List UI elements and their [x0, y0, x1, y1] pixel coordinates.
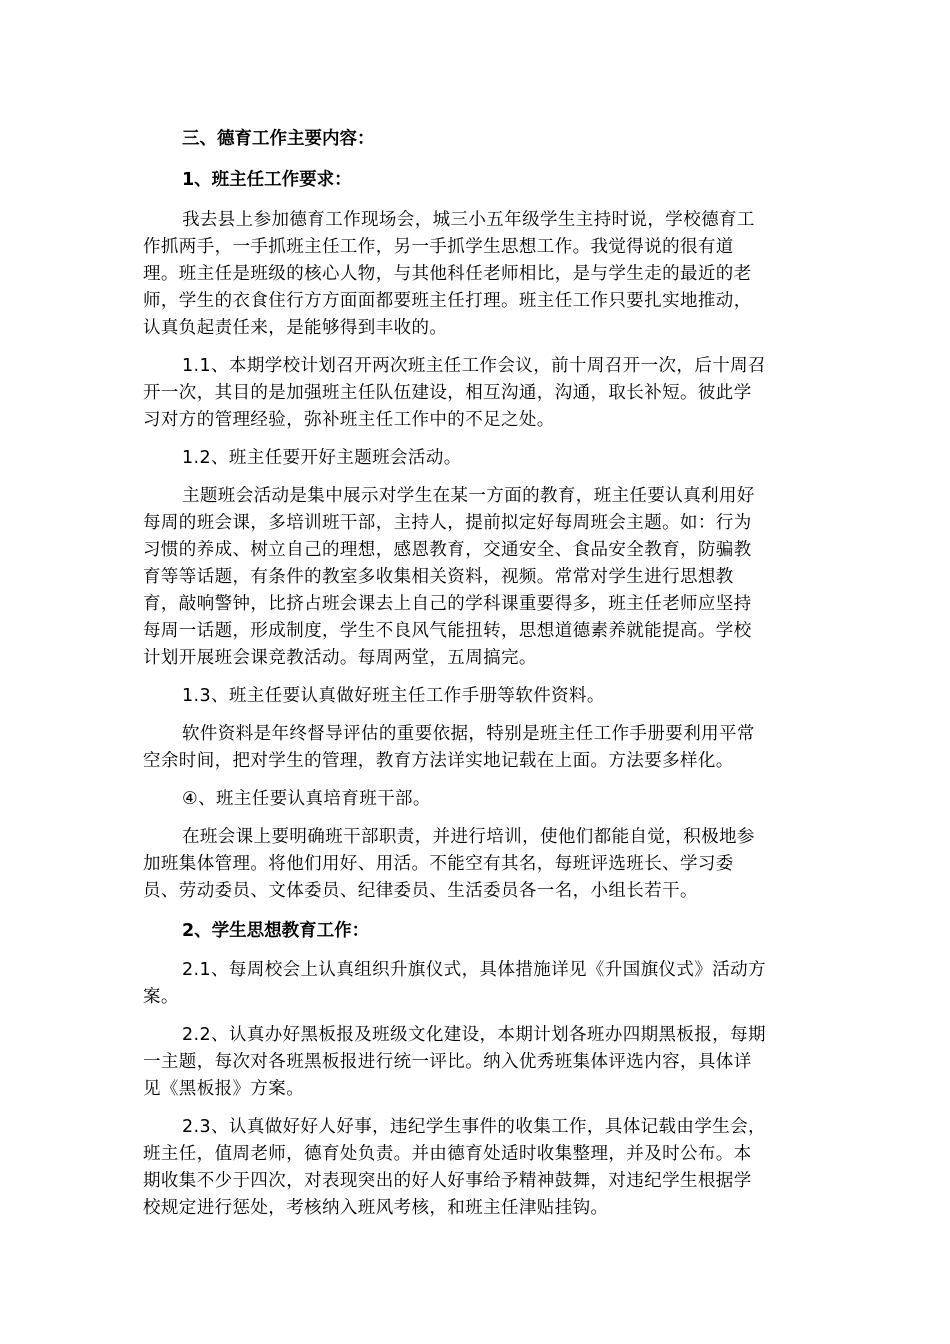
subsection-title-student-education: 2、学生思想教育工作：: [182, 921, 370, 941]
paragraph-software-materials: 软件资料是年终督导评估的重要依据，特别是班主任工作手册要利用平常 空余时间，把对学生的管理，教育方法详实地记载在上面。方法要多样化。: [143, 724, 755, 771]
paragraph-intro: 我去县上参加德育工作现场会，城三小五年级学生主持时说，学校德育工 作抓两手，一手抓班主任工作，另一手抓学生思想工作。我觉得说的很有道 理。班主任是班级的核心人物，与其他科任老师相比，是与学生走的最近的老 师，学生的衣食住行方方面面都要班主任打理。班主任工作只要扎实地推动， 认真负起责任来，是能够得到丰收的。: [143, 210, 755, 338]
section-title: 三、德育工作主要内容：: [182, 129, 375, 149]
subsection-title-class-teacher: 1、班主任工作要求：: [182, 170, 352, 190]
paragraph-2-1: 2.1、每周校会上认真组织升旗仪式，具体措施详见《升国旗仪式》活动方 案。: [143, 960, 766, 1007]
paragraph-theme-meeting: 主题班会活动是集中展示对学生在某一方面的教育，班主任要认真利用好 每周的班会课，多培训班干部，主持人，提前拟定好每周班会主题。如：行为 习惯的养成、树立自己的理想，感恩教育，交通安全、食品安全教育，防骗教 育等等话题，有条件的教室多收集相关资料，视频。常常对学生进行思想教 育，敲响警钟，比挤占班会课去上自己的学科课重要得多，班主任老师应坚持 每周一话题，形成制度，学生不良风气能扭转，思想道德素养就能提高。学校 计划开展班会课竞教活动。每周两堂，五周搞完。: [143, 486, 755, 668]
paragraph-class-cadre: 在班会课上要明确班干部职责，并进行培训，使他们都能自觉，积极地参 加班集体管理。将他们用好、用活。不能空有其名，每班评选班长、学习委 员、劳动委员、文体委员、纪律委员、生活委员各一名，小组长若干。: [143, 827, 755, 901]
paragraph-1-1: 1.1、本期学校计划召开两次班主任工作会议，前十周召开一次，后十周召 开一次，其目的是加强班主任队伍建设，相互沟通，沟通，取长补短。彼此学 习对方的管理经验，弥补班主任工作中的不足之处。: [143, 356, 766, 430]
paragraph-4: ④、班主任要认真培育班干部。: [182, 789, 431, 809]
paragraph-1-2: 1.2、班主任要开好主题班会活动。: [182, 448, 462, 468]
document-page: [143, 124, 807, 1233]
paragraph-2-2: 2.2、认真办好黑板报及班级文化建设，本期计划各班办四期黑板报，每期 一主题，每次对各班黑板报进行统一评比。纳入优秀班集体评选内容，具体详 见《黑板报》方案。: [143, 1025, 766, 1099]
paragraph-2-3: 2.3、认真做好好人好事，违纪学生事件的收集工作，具体记载由学生会， 班主任，值周老师，德育处负责。并由德育处适时收集整理，并及时公布。本 期收集不少于四次，对表现突出的好人好事给予精神鼓舞，对违纪学生根据学 校规定进行惩处，考核纳入班风考核，和班主任津贴挂钩。: [143, 1117, 766, 1218]
paragraph-1-3: 1.3、班主任要认真做好班主任工作手册等软件资料。: [182, 686, 605, 706]
